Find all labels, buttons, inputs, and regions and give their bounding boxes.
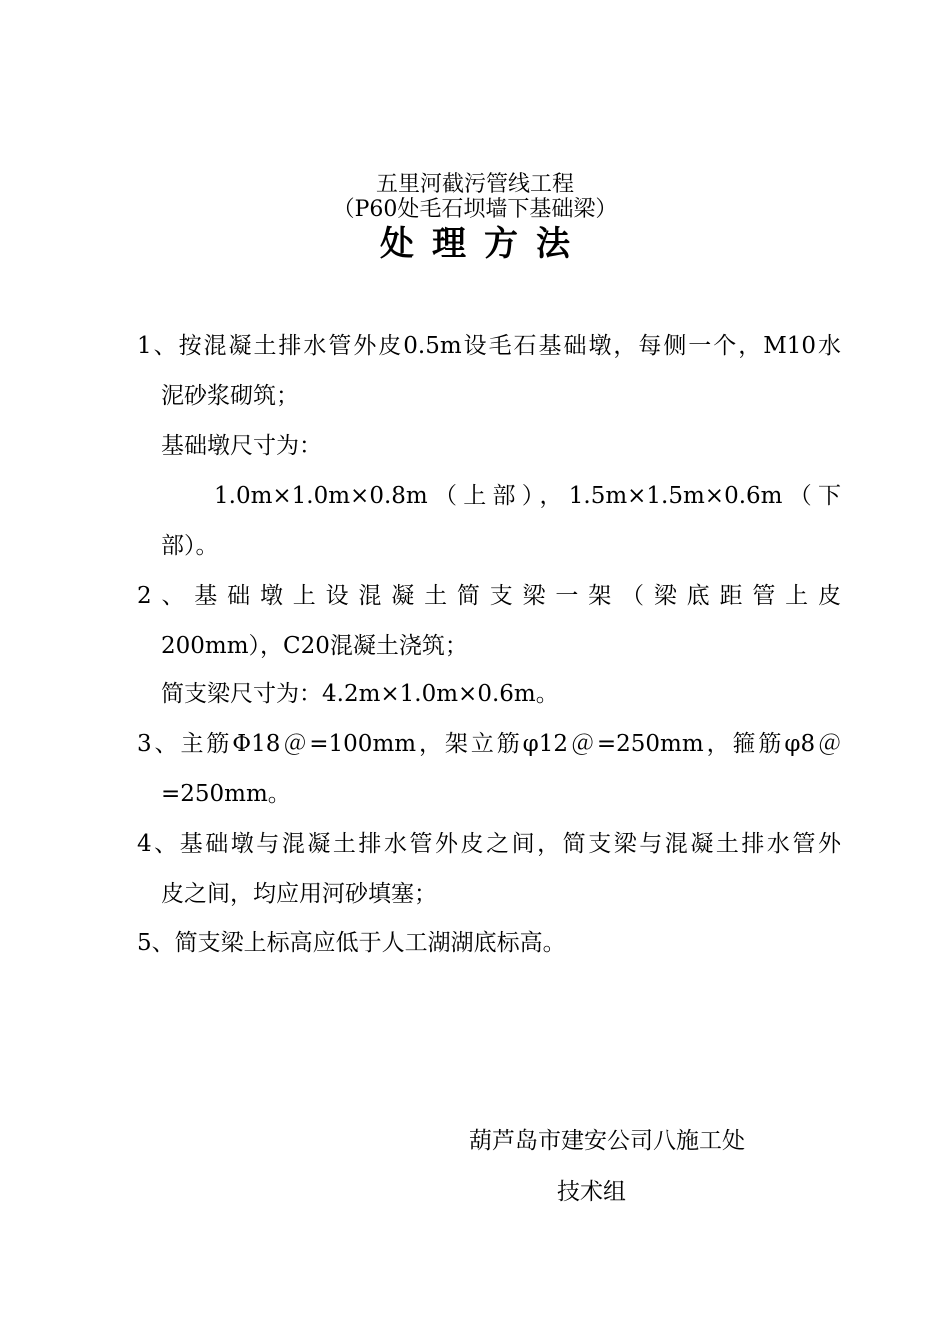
item-1-line-1: 1、按混凝土排水管外皮0.5m设毛石基础墩，每侧一个，M10水 bbox=[137, 333, 841, 359]
signature-group: 技术组 bbox=[557, 1179, 626, 1205]
item-1-line-4: 1.0m×1.0m×0.8m（上部），1.5m×1.5m×0.6m（下 bbox=[214, 483, 841, 509]
item-5-line-1: 5、简支梁上标高应低于人工湖湖底标高。 bbox=[137, 930, 566, 956]
item-3-line-2: =250mm。 bbox=[161, 781, 291, 807]
item-4-line-2: 皮之间，均应用河砂填塞； bbox=[161, 881, 437, 907]
item-2-line-1: 2、基础墩上设混凝土简支梁一架（梁底距管上皮 bbox=[137, 583, 841, 609]
item-1-line-5: 部）。 bbox=[161, 533, 219, 559]
item-2-line-2: 200mm），C20混凝土浇筑； bbox=[161, 633, 468, 659]
item-2-line-3: 简支梁尺寸为：4.2m×1.0m×0.6m。 bbox=[161, 681, 559, 707]
item-4-line-1: 4、基础墩与混凝土排水管外皮之间，简支梁与混凝土排水管外 bbox=[137, 831, 841, 857]
item-1-line-3: 基础墩尺寸为： bbox=[161, 433, 322, 459]
project-subtitle: （P60处毛石坝墙下基础梁） bbox=[332, 197, 618, 222]
item-1-line-2: 泥砂浆砌筑； bbox=[161, 383, 299, 409]
project-title: 五里河截污管线工程 bbox=[375, 172, 574, 197]
document-heading: 处理方法 bbox=[380, 224, 588, 264]
signature-organization: 葫芦岛市建安公司八施工处 bbox=[469, 1128, 745, 1154]
item-3-line-1: 3、主筋Φ18＠=100mm，架立筋φ12＠=250mm，箍筋φ8＠ bbox=[137, 731, 841, 757]
